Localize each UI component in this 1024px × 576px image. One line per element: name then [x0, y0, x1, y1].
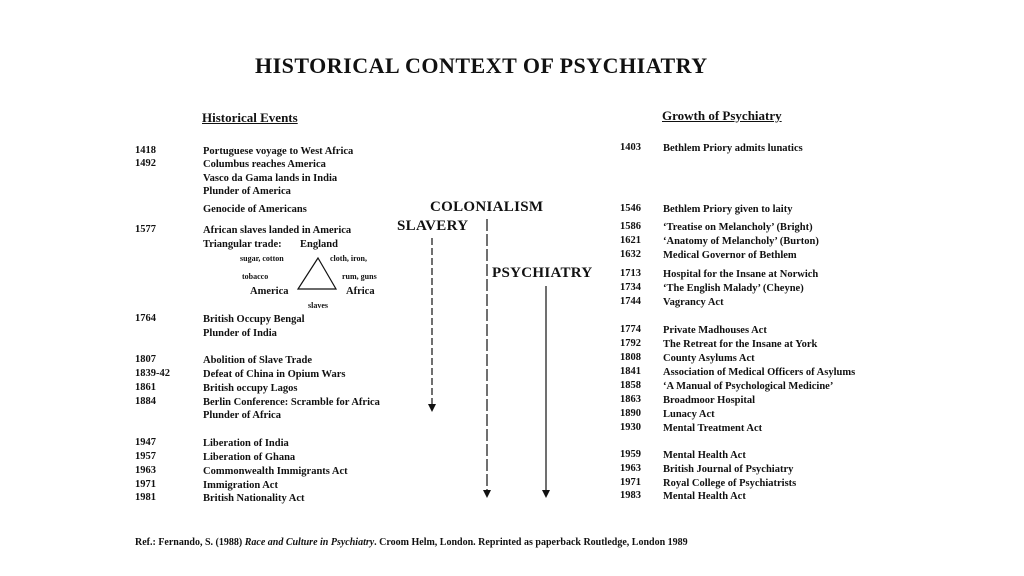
psychiatry-arrowhead [542, 490, 550, 498]
event-text: Vasco da Gama lands in India [203, 173, 338, 184]
triangle-slaves-label: slaves [308, 301, 328, 310]
event-text: British occupy Lagos [203, 383, 298, 394]
event-text: British Occupy Bengal [203, 314, 305, 325]
triangle-right-top-goods: cloth, iron, [330, 254, 367, 263]
psychiatry-text: Royal College of Psychiatrists [663, 478, 797, 489]
psychiatry-text: Lunacy Act [663, 409, 715, 420]
event-year: 1418 [135, 145, 156, 156]
psychiatry-label: PSYCHIATRY [492, 265, 593, 281]
psychiatry-text: Mental Treatment Act [663, 423, 763, 434]
psychiatry-text: Bethlem Priory given to laity [663, 204, 793, 215]
psychiatry-year: 1621 [620, 235, 641, 246]
psychiatry-text: Vagrancy Act [663, 297, 724, 308]
colonialism-arrowhead [483, 490, 491, 498]
psychiatry-year: 1403 [620, 142, 641, 153]
event-text: British Nationality Act [203, 493, 305, 504]
event-text: Plunder of India [203, 328, 277, 339]
slavery-arrowhead [428, 404, 436, 412]
event-year: 1947 [135, 437, 156, 448]
psychiatry-year: 1983 [620, 490, 641, 501]
psychiatry-text: ‘Treatise on Melancholy’ (Bright) [663, 222, 813, 233]
event-year: 1577 [135, 224, 156, 235]
psychiatry-text: Private Madhouses Act [663, 325, 767, 336]
event-text: Commonwealth Immigrants Act [203, 466, 348, 477]
psychiatry-text: Medical Governor of Bethlem [663, 250, 797, 261]
psychiatry-year: 1841 [620, 366, 641, 377]
psychiatry-year: 1586 [620, 221, 641, 232]
triangle-america-label: America [250, 286, 289, 297]
event-text: Defeat of China in Opium Wars [203, 369, 346, 380]
event-text: Genocide of Americans [203, 204, 307, 215]
event-text: Columbus reaches America [203, 159, 326, 170]
psychiatry-year: 1808 [620, 352, 641, 363]
event-text: Immigration Act [203, 480, 278, 491]
event-year: 1971 [135, 479, 156, 490]
triangle-right-bottom-goods: rum, guns [342, 272, 377, 281]
psychiatry-year: 1774 [620, 324, 641, 335]
psychiatry-text: Hospital for the Insane at Norwich [663, 269, 819, 280]
reference-suffix: . Croom Helm, London. Reprinted as paperback Routledge, London 1989 [374, 537, 688, 548]
event-text: Portuguese voyage to West Africa [203, 146, 354, 157]
psychiatry-year: 1971 [620, 477, 641, 488]
psychiatry-year: 1963 [620, 463, 641, 474]
psychiatry-year: 1792 [620, 338, 641, 349]
psychiatry-text: Bethlem Priory admits lunatics [663, 143, 803, 154]
event-year: 1957 [135, 451, 156, 462]
event-year: 1807 [135, 354, 156, 365]
event-year: 1764 [135, 313, 156, 324]
event-text: Triangular trade: [203, 239, 282, 250]
psychiatry-year: 1930 [620, 422, 641, 433]
psychiatry-year: 1744 [620, 296, 641, 307]
psychiatry-year: 1713 [620, 268, 641, 279]
historical-events-heading: Historical Events [202, 110, 298, 125]
event-text: Liberation of Ghana [203, 452, 296, 463]
event-text: Plunder of America [203, 186, 291, 197]
reference-prefix: Ref.: Fernando, S. (1988) [135, 537, 243, 548]
triangle-england-label: England [300, 239, 338, 250]
psychiatry-text: County Asylums Act [663, 353, 755, 364]
psychiatry-text: Broadmoor Hospital [663, 395, 756, 406]
psychiatry-year: 1546 [620, 203, 641, 214]
psychiatry-year: 1734 [620, 282, 641, 293]
event-text: African slaves landed in America [203, 225, 352, 236]
event-year: 1981 [135, 492, 156, 503]
psychiatry-year: 1890 [620, 408, 641, 419]
triangle-left-bottom-goods: tobacco [242, 272, 269, 281]
triangle-africa-label: Africa [346, 286, 375, 297]
event-year: 1839-42 [135, 368, 170, 379]
event-year: 1884 [135, 396, 156, 407]
psychiatry-text: The Retreat for the Insane at York [663, 339, 818, 350]
event-year: 1963 [135, 465, 156, 476]
psychiatry-text: ‘The English Malady’ (Cheyne) [663, 283, 804, 294]
psychiatry-text: British Journal of Psychiatry [663, 464, 794, 475]
psychiatry-text: Association of Medical Officers of Asylums [663, 367, 856, 378]
psychiatry-text: Mental Health Act [663, 450, 746, 461]
psychiatry-text: Mental Health Act [663, 491, 746, 502]
event-text: Liberation of India [203, 438, 289, 449]
event-text: Abolition of Slave Trade [203, 355, 312, 366]
psychiatry-text: ‘Anatomy of Melancholy’ (Burton) [663, 236, 819, 247]
colonialism-label: COLONIALISM [430, 199, 544, 215]
psychiatry-text: ‘A Manual of Psychological Medicine’ [663, 381, 834, 392]
event-text: Berlin Conference: Scramble for Africa [203, 397, 380, 408]
growth-of-psychiatry-heading: Growth of Psychiatry [662, 108, 782, 123]
reference-book-title: Race and Culture in Psychiatry [244, 537, 375, 548]
psychiatry-year: 1863 [620, 394, 641, 405]
page-title: HISTORICAL CONTEXT OF PSYCHIATRY [255, 53, 708, 78]
psychiatry-year: 1858 [620, 380, 641, 391]
psychiatry-year: 1632 [620, 249, 641, 260]
triangle-left-top-goods: sugar, cotton [240, 254, 284, 263]
psychiatry-year: 1959 [620, 449, 641, 460]
event-year: 1861 [135, 382, 156, 393]
event-text: Plunder of Africa [203, 410, 281, 421]
slavery-label: SLAVERY [397, 218, 469, 234]
triangular-trade-triangle [298, 258, 336, 289]
event-year: 1492 [135, 158, 156, 169]
